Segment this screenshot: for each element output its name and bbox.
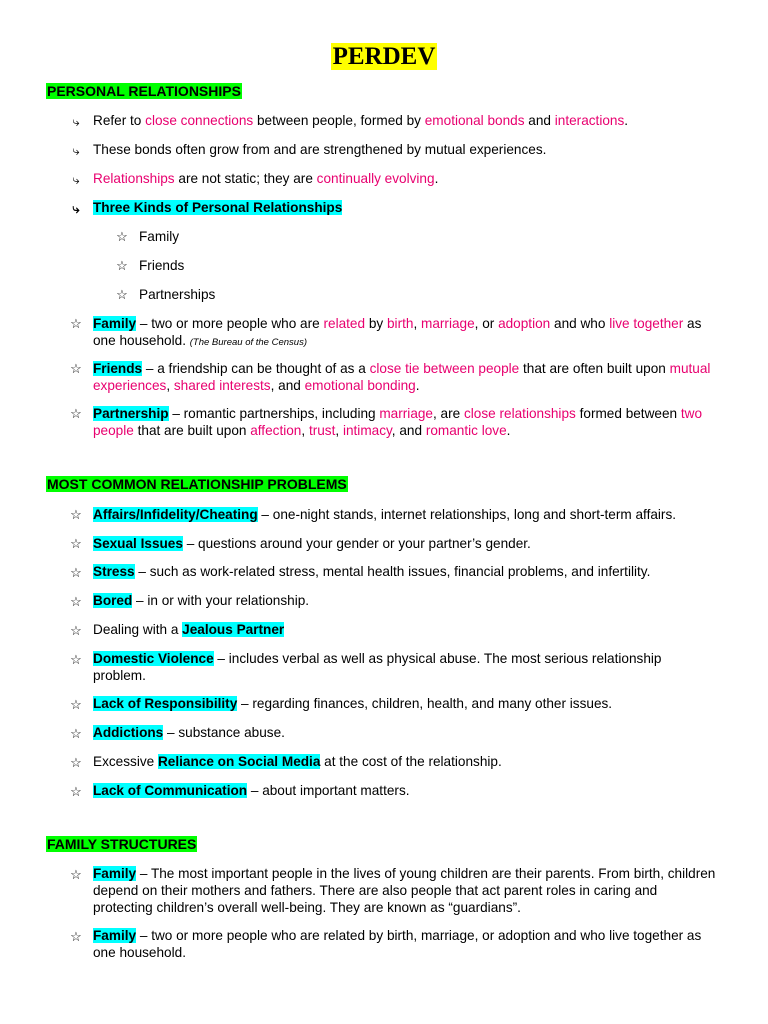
list-item: Addictions – substance abuse. (93, 725, 285, 740)
star-bullet-icon: ☆ (116, 258, 128, 273)
list-item: Three Kinds of Personal Relationships (93, 200, 343, 215)
star-bullet-icon: ☆ (70, 536, 82, 551)
star-bullet-icon: ☆ (70, 507, 82, 522)
list-item: Family – two or more people who are related by birth, marriage, or adoption and who live together as one household. (The Bureau of the Census) (93, 316, 702, 348)
list-item: Relationships are not static; they are continually evolving. (93, 171, 439, 186)
star-bullet-icon: ☆ (70, 929, 82, 944)
list-item: Friends – a friendship can be thought of as a close tie between people that are often built upon mutual experiences, shared interests, and emotional bonding. (93, 361, 711, 393)
list-item: Family – two or more people who are related by birth, marriage, or adoption and who live together as one household. (93, 928, 702, 960)
list-item: Sexual Issues – questions around your gender or your partner’s gender. (93, 536, 531, 551)
list-item: Refer to close connections between people, formed by emotional bonds and interactions. (93, 113, 629, 128)
list-item: Domestic Violence – includes verbal as well as physical abuse. The most serious relationship problem. (93, 651, 662, 683)
star-bullet-icon: ☆ (70, 406, 82, 421)
section-heading-family-structures: FAMILY STRUCTURES (47, 836, 197, 852)
star-bullet-icon: ☆ (70, 867, 82, 882)
list-item: Family – The most important people in the lives of young children are their parents. From birth, children depend on their mothers and fathers. There are also people that act parent roles in caring and protecting children’s overall well-being. They are known as “guardians”. (93, 866, 716, 915)
arrow-bullet-icon: ⤷ (72, 143, 80, 158)
list-item: Lack of Responsibility – regarding finances, children, health, and many other issues. (93, 696, 613, 711)
arrow-bullet-icon: ⤷ (72, 201, 80, 216)
star-bullet-icon: ☆ (70, 697, 82, 712)
sub-list-item: Partnerships (139, 287, 216, 302)
star-bullet-icon: ☆ (70, 755, 82, 770)
star-bullet-icon: ☆ (70, 623, 82, 638)
star-bullet-icon: ☆ (70, 784, 82, 799)
star-bullet-icon: ☆ (70, 316, 82, 331)
star-bullet-icon: ☆ (70, 594, 82, 609)
list-item: Partnership – romantic partnerships, including marriage, are close relationships formed between two people that are built upon affection, trust, intimacy, and romantic love. (93, 406, 703, 438)
star-bullet-icon: ☆ (70, 361, 82, 376)
section-heading-personal-relationships: PERSONAL RELATIONSHIPS (47, 83, 241, 99)
section-heading-relationship-problems: MOST COMMON RELATIONSHIP PROBLEMS (47, 476, 347, 492)
arrow-bullet-icon: ⤷ (72, 114, 80, 129)
sub-list-item: Family (139, 229, 180, 244)
star-bullet-icon: ☆ (70, 726, 82, 741)
list-item: Dealing with a Jealous Partner (93, 622, 285, 637)
list-item: Bored – in or with your relationship. (93, 593, 310, 608)
list-item: Excessive Reliance on Social Media at the cost of the relationship. (93, 754, 502, 769)
list-item: These bonds often grow from and are strengthened by mutual experiences. (93, 142, 547, 157)
sub-list-item: Friends (139, 258, 185, 273)
star-bullet-icon: ☆ (70, 565, 82, 580)
list-item: Lack of Communication – about important matters. (93, 783, 410, 798)
arrow-bullet-icon: ⤷ (72, 172, 80, 187)
star-bullet-icon: ☆ (116, 287, 128, 302)
star-bullet-icon: ☆ (70, 652, 82, 667)
star-bullet-icon: ☆ (116, 229, 128, 244)
list-item: Stress – such as work-related stress, mental health issues, financial problems, and infertility. (93, 564, 651, 579)
list-item: Affairs/Infidelity/Cheating – one-night stands, internet relationships, long and short-term affairs. (93, 507, 677, 522)
page-title: PERDEV (332, 43, 436, 70)
